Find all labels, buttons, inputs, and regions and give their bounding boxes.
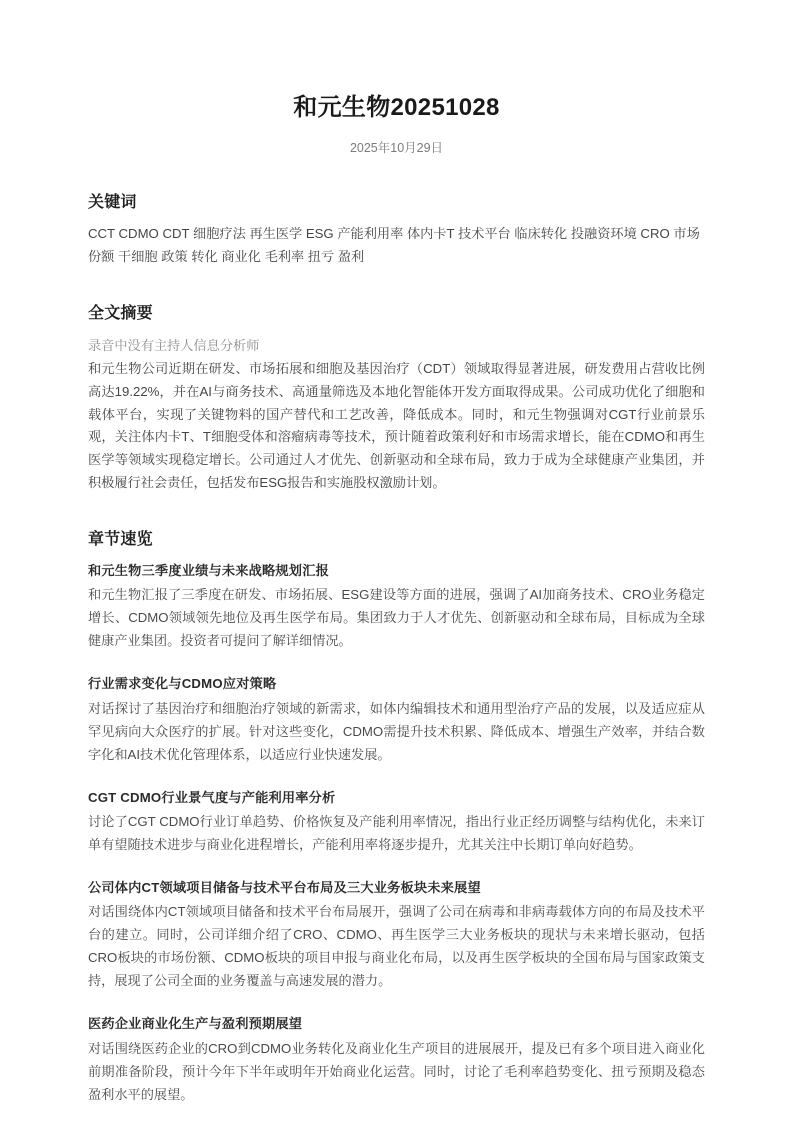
chapter-title: 和元生物三季度业绩与未来战略规划汇报 (88, 562, 329, 578)
keywords-section (88, 192, 705, 269)
chapter-body: 讨论了CGT CDMO行业订单趋势、价格恢复及产能利用率情况，指出行业正经历调整与结构优化，未来订单有望随技术进步与商业化进程增长，产能利用率将逐步提升，尤其关注中长期订单向好趋势。 (88, 814, 705, 853)
chapters-heading: 章节速览 (88, 530, 153, 548)
summary-body-block (88, 335, 705, 495)
keywords-list: CCT CDMO CDT 细胞疗法 再生医学 ESG 产能利用率 体内卡T 技术平台 临床转化 投融资环境 CRO 市场份额 干细胞 政策 转化 商业化 毛利率 扭亏 盈利 (88, 226, 700, 265)
page-title: 和元生物20251028 (293, 94, 500, 121)
chapter-entry (88, 673, 705, 766)
chapter-title: CGT CDMO行业景气度与产能利用率分析 (88, 789, 336, 805)
chapter-title: 医药企业商业化生产与盈利预期展望 (88, 1016, 303, 1032)
summary-heading: 全文摘要 (88, 305, 153, 323)
chapters-section (88, 529, 705, 1107)
chapter-title: 行业需求变化与CDMO应对策略 (88, 676, 277, 692)
chapter-body: 对话围绕体内CT领域项目储备和技术平台布局展开，强调了公司在病毒和非病毒载体方向的布局及技术平台的建立。同时，公司详细介绍了CRO、CDMO、再生医学三大业务板块的现状与未来增长驱动，包括CRO板块的市场份额、CDMO板块的项目申报与商业化布局，以及再生医学板块的全国布局与国家政策支持，展现了公司全面的业务覆盖与高速发展的潜力。 (88, 904, 705, 989)
chapter-title: 公司体内CT领域项目储备与技术平台布局及三大业务板块未来展望 (88, 879, 481, 895)
chapter-body: 对话探讨了基因治疗和细胞治疗领域的新需求，如体内编辑技术和通用型治疗产品的发展，以及适应症从罕见病向大众医疗的扩展。针对这些变化，CDMO需提升技术积累、降低成本、增强生产效率，并结合数字化和AI技术优化管理体系，以适应行业快速发展。 (88, 700, 705, 762)
summary-speaker-note: 录音中没有主持人信息分析师 (88, 337, 260, 353)
chapter-entry (88, 787, 705, 857)
summary-paragraph: 和元生物公司近期在研发、市场拓展和细胞及基因治疗（CDT）领域取得显著进展，研发费用占营收比例高达19.22%，并在AI与商务技术、高通量筛选及本地化智能体开发方面取得成果。公司成功优化了细胞和载体平台，实现了关键物料的国产替代和工艺改善，降低成本。同时，和元生物强调对CGT行业前景乐观，关注体内卡T、T细胞受体和溶瘤病毒等技术，预计随着政策利好和市场需求增长，能在CDMO和再生医学等领域实现稳定增长。公司通过人才优先、创新驱动和全球布局，致力于成为全球健康产业集团，并积极履行社会责任，包括发布ESG报告和实施股权激励计划。 (88, 361, 705, 490)
chapter-body: 对话围绕医药企业的CRO到CDMO业务转化及商业化生产项目的进展展开，提及已有多个项目进入商业化前期准备阶段，预计今年下半年或明年开始商业化运营。同时，讨论了毛利率趋势变化、扭亏预期及稳态盈利水平的展望。 (88, 1040, 705, 1102)
chapter-entry (88, 560, 705, 653)
chapter-body: 和元生物汇报了三季度在研发、市场拓展、ESG建设等方面的进展，强调了AI加商务技术、CRO业务稳定增长、CDMO领域领先地位及再生医学布局。集团致力于人才优先、创新驱动和全球布局，目标成为全球健康产业集团。投资者可提问了解详细情况。 (88, 587, 705, 649)
chapter-entry (88, 1013, 705, 1106)
document-date: 2025年10月29日 (349, 141, 444, 156)
summary-section (88, 303, 705, 494)
chapter-entry (88, 877, 705, 993)
keywords-heading: 关键词 (88, 193, 137, 211)
